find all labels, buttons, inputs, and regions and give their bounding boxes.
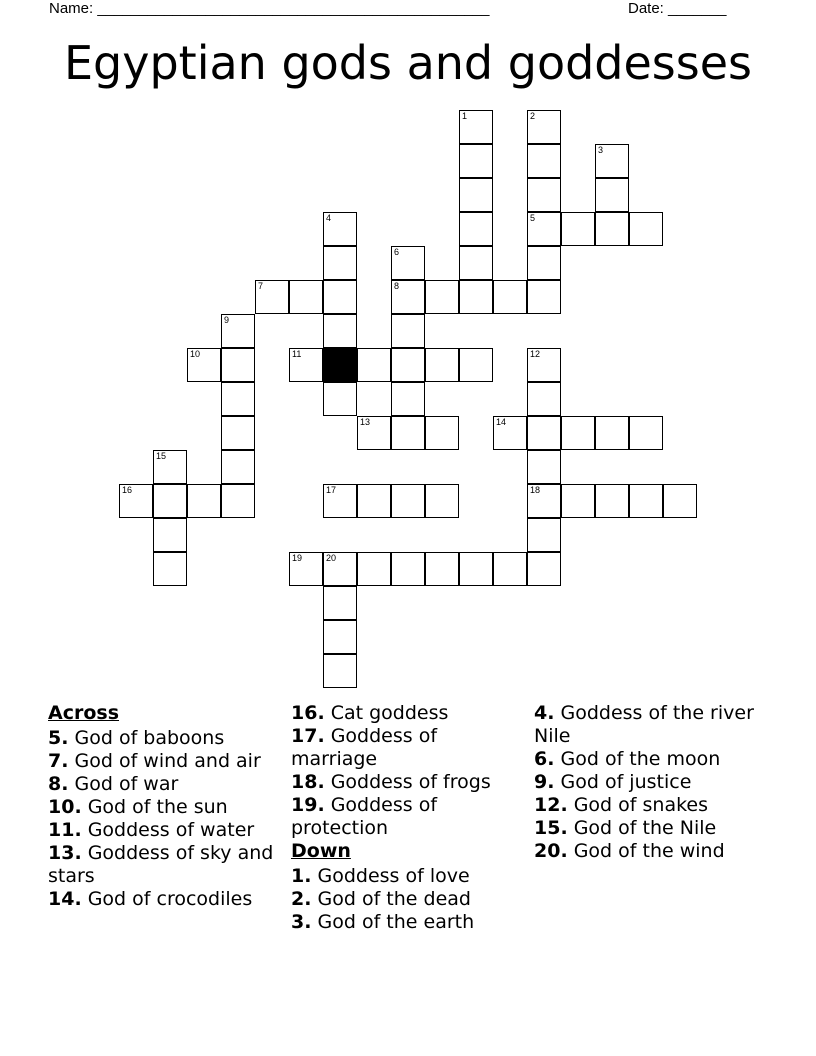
clue-down-20 <box>534 840 770 863</box>
crossword-cell[interactable] <box>425 416 459 450</box>
clue-number: 3. <box>291 911 312 933</box>
crossword-cell[interactable] <box>629 416 663 450</box>
crossword-cell[interactable] <box>629 484 663 518</box>
clue-number: 8. <box>48 773 69 795</box>
crossword-cell[interactable] <box>323 654 357 688</box>
clue-column-2 <box>291 702 527 934</box>
crossword-cell[interactable] <box>425 484 459 518</box>
crossword-cell[interactable] <box>459 348 493 382</box>
clue-text: Goddess of love <box>311 865 470 887</box>
crossword-cell[interactable] <box>493 552 527 586</box>
crossword-cell[interactable] <box>391 552 425 586</box>
clue-text: God of the sun <box>81 796 228 818</box>
clue-number: 19. <box>291 794 325 816</box>
cell-number: 15 <box>156 451 167 461</box>
crossword-cell[interactable] <box>323 586 357 620</box>
clue-text: Goddess of water <box>81 819 255 841</box>
clue-down-1 <box>291 865 527 888</box>
clue-across-7 <box>48 750 284 773</box>
crossword-cell[interactable] <box>595 484 629 518</box>
clue-number: 17. <box>291 725 325 747</box>
cell-number: 10 <box>190 349 201 359</box>
clue-text: Cat goddess <box>324 702 449 724</box>
crossword-cell[interactable] <box>561 416 595 450</box>
crossword-cell[interactable] <box>527 552 561 586</box>
clue-number: 14. <box>48 888 82 910</box>
clue-text: God of justice <box>554 771 692 793</box>
cell-number: 13 <box>360 417 371 427</box>
crossword-cell[interactable] <box>323 552 357 586</box>
crossword-cell[interactable] <box>153 552 187 586</box>
clue-down-6 <box>534 748 770 771</box>
crossword-cell[interactable] <box>527 450 561 484</box>
crossword-cell[interactable] <box>459 144 493 178</box>
cell-number: 14 <box>496 417 507 427</box>
crossword-cell[interactable] <box>153 484 187 518</box>
crossword-cell[interactable] <box>493 416 527 450</box>
crossword-cell[interactable] <box>595 416 629 450</box>
clue-column-3 <box>534 702 770 863</box>
crossword-cell[interactable] <box>527 484 561 518</box>
clue-text: God of the earth <box>311 911 475 933</box>
crossword-cell[interactable] <box>323 620 357 654</box>
clue-across-5 <box>48 727 284 750</box>
crossword-cell[interactable] <box>323 382 357 416</box>
crossword-cell[interactable] <box>459 110 493 144</box>
crossword-cell[interactable] <box>595 144 629 178</box>
clue-text: Goddess of marriage <box>291 725 438 770</box>
crossword-cell[interactable] <box>153 450 187 484</box>
crossword-cell[interactable] <box>221 314 255 348</box>
clue-text: God of the Nile <box>567 817 717 839</box>
crossword-cell[interactable] <box>561 212 595 246</box>
crossword-cell[interactable] <box>391 314 425 348</box>
crossword-cell[interactable] <box>459 280 493 314</box>
crossword-cell[interactable] <box>391 382 425 416</box>
crossword-cell[interactable] <box>187 484 221 518</box>
clue-across-8 <box>48 773 284 796</box>
cell-number: 18 <box>530 485 541 495</box>
crossword-cell[interactable] <box>459 212 493 246</box>
crossword-cell[interactable] <box>527 212 561 246</box>
clue-across-18 <box>291 771 527 794</box>
crossword-cell[interactable] <box>527 144 561 178</box>
crossword-cell[interactable] <box>663 484 697 518</box>
cell-number: 4 <box>326 213 332 223</box>
crossword-cell[interactable] <box>289 552 323 586</box>
clue-across-11 <box>48 819 284 842</box>
crossword-cell[interactable] <box>493 280 527 314</box>
cell-number: 3 <box>598 145 604 155</box>
clue-number: 10. <box>48 796 82 818</box>
crossword-cell[interactable] <box>221 382 255 416</box>
cell-number: 11 <box>292 349 302 359</box>
clue-number: 13. <box>48 842 82 864</box>
clue-number: 18. <box>291 771 325 793</box>
crossword-cell[interactable] <box>357 484 391 518</box>
clue-number: 5. <box>48 727 69 749</box>
cell-number: 5 <box>530 213 536 223</box>
crossword-cell[interactable] <box>425 552 459 586</box>
crossword-cell[interactable] <box>527 518 561 552</box>
crossword-cell[interactable] <box>459 246 493 280</box>
across-heading: Across <box>48 702 120 724</box>
clue-number: 4. <box>534 702 555 724</box>
clue-number: 12. <box>534 794 568 816</box>
crossword-cell[interactable] <box>391 484 425 518</box>
clue-across-14 <box>48 888 284 911</box>
clue-across-19 <box>291 794 527 840</box>
cell-number: 16 <box>122 485 133 495</box>
cell-number: 6 <box>394 247 400 257</box>
crossword-cell[interactable] <box>187 348 221 382</box>
clue-number: 15. <box>534 817 568 839</box>
crossword-cell[interactable] <box>527 110 561 144</box>
cell-number: 1 <box>462 111 468 121</box>
crossword-cell[interactable] <box>323 484 357 518</box>
cell-number: 19 <box>292 553 303 563</box>
clue-across-17 <box>291 725 527 771</box>
clue-text: Goddess of frogs <box>324 771 491 793</box>
crossword-cell[interactable] <box>119 484 153 518</box>
clue-number: 20. <box>534 840 568 862</box>
crossword-cell[interactable] <box>357 348 391 382</box>
cell-number: 9 <box>224 315 230 325</box>
cell-number: 17 <box>326 485 337 495</box>
clue-across-10 <box>48 796 284 819</box>
clue-text: God of wind and air <box>68 750 261 772</box>
clue-down-3 <box>291 911 527 934</box>
crossword-cell[interactable] <box>391 246 425 280</box>
clue-text: Goddess of sky and stars <box>48 842 274 887</box>
crossword-cell[interactable] <box>527 382 561 416</box>
clue-number: 1. <box>291 865 312 887</box>
clue-down-15 <box>534 817 770 840</box>
crossword-cell[interactable] <box>595 178 629 212</box>
crossword-cell[interactable] <box>527 348 561 382</box>
cell-number: 2 <box>530 111 536 121</box>
clue-number: 2. <box>291 888 312 910</box>
clue-number: 16. <box>291 702 325 724</box>
clue-number: 9. <box>534 771 555 793</box>
clue-text: God of the wind <box>567 840 725 862</box>
crossword-cell[interactable] <box>527 280 561 314</box>
crossword-cell[interactable] <box>527 246 561 280</box>
crossword-cell[interactable] <box>391 416 425 450</box>
crossword-cell[interactable] <box>289 348 323 382</box>
cell-number: 8 <box>394 281 400 291</box>
crossword-cell[interactable] <box>595 212 629 246</box>
crossword-cell[interactable] <box>391 348 425 382</box>
black-cell <box>323 348 357 382</box>
date-field-label: Date: _______ <box>628 0 727 17</box>
name-field-label: Name: _______________________________________________ <box>49 0 490 17</box>
cell-number: 20 <box>326 553 337 563</box>
cell-number: 7 <box>258 281 264 291</box>
crossword-cell[interactable] <box>425 280 459 314</box>
crossword-cell[interactable] <box>221 416 255 450</box>
crossword-cell[interactable] <box>221 450 255 484</box>
crossword-cell[interactable] <box>255 280 289 314</box>
clue-across-13 <box>48 842 284 888</box>
crossword-cell[interactable] <box>425 348 459 382</box>
crossword-cell[interactable] <box>527 416 561 450</box>
crossword-cell[interactable] <box>289 280 323 314</box>
clue-text: Goddess of protection <box>291 794 438 839</box>
crossword-cell[interactable] <box>561 484 595 518</box>
crossword-cell[interactable] <box>391 280 425 314</box>
clue-text: God of crocodiles <box>81 888 253 910</box>
black-cell <box>323 348 357 382</box>
crossword-cell[interactable] <box>357 552 391 586</box>
clue-down-4 <box>534 702 770 748</box>
clue-text: God of baboons <box>68 727 225 749</box>
clue-text: God of war <box>68 773 179 795</box>
clue-text: God of the moon <box>554 748 721 770</box>
clue-number: 6. <box>534 748 555 770</box>
clue-down-2 <box>291 888 527 911</box>
crossword-cell[interactable] <box>153 518 187 552</box>
clue-number: 11. <box>48 819 82 841</box>
crossword-cell[interactable] <box>221 484 255 518</box>
crossword-cell[interactable] <box>323 212 357 246</box>
cell-number: 12 <box>530 349 541 359</box>
clue-text: Goddess of the river Nile <box>534 702 754 747</box>
crossword-cell[interactable] <box>323 246 357 280</box>
page-title: Egyptian gods and goddesses <box>63 36 752 90</box>
crossword-cell[interactable] <box>221 348 255 382</box>
crossword-cell[interactable] <box>323 314 357 348</box>
clue-column-1 <box>48 702 284 911</box>
clue-text: God of the dead <box>311 888 471 910</box>
crossword-cell[interactable] <box>357 416 391 450</box>
crossword-cell[interactable] <box>459 552 493 586</box>
crossword-cell[interactable] <box>629 212 663 246</box>
crossword-cell[interactable] <box>323 280 357 314</box>
clue-across-16 <box>291 702 527 725</box>
crossword-cell[interactable] <box>527 178 561 212</box>
clue-text: God of snakes <box>567 794 709 816</box>
clue-number: 7. <box>48 750 69 772</box>
clue-down-12 <box>534 794 770 817</box>
clue-down-9 <box>534 771 770 794</box>
crossword-cell[interactable] <box>459 178 493 212</box>
down-heading: Down <box>291 840 351 862</box>
